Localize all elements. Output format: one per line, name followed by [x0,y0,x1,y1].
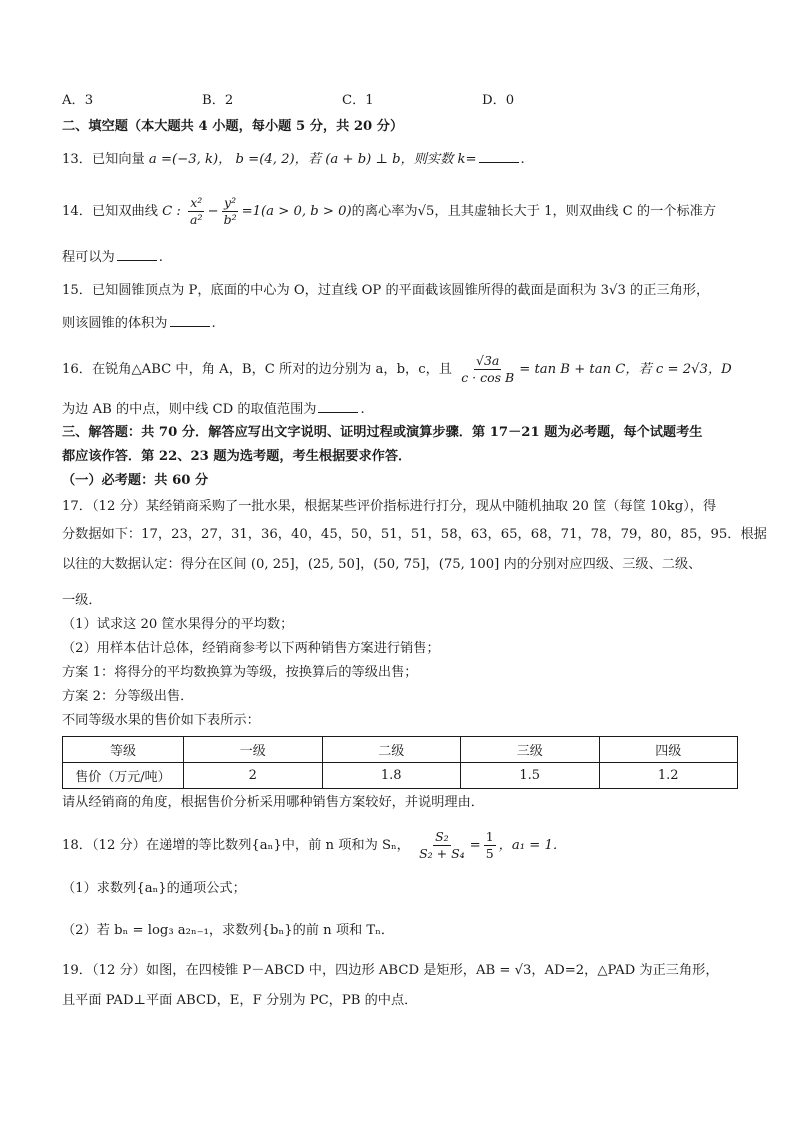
plan-2: 方案 2：分等级出售． [62,689,194,704]
table-cell: 2 [184,763,323,789]
answer-blank[interactable] [170,314,210,327]
question-18: 18．（12 分）在递增的等比数列{aₙ}中，前 n 项和为 Sₙ， $\frac{\text{S₂}}{\text{S₂ + S₄}}$ = $\frac{1}{5}$ ，a₁ = 1． [62,829,567,861]
question-14-line2: 程可以为 . [62,250,163,265]
answer-blank[interactable] [318,400,358,413]
table-cell: 1.2 [599,763,738,789]
fraction-one-fifth: $\frac{1}{5}$ [485,829,494,861]
fraction-16: $\frac{√3a}{\text{c · cos B}}$ [461,353,515,385]
answer-blank[interactable] [479,150,519,163]
question-15: 15．已知圆锥顶点为 P，底面的中心为 O，过直线 OP 的平面截该圆锥所得的截面是面积为 3√3 的正三角形， [62,283,710,298]
question-19: 19．（12 分）如图，在四棱锥 P－ABCD 中，四边形 ABCD 是矩形，AB = √3，AD=2，△PAD 为正三角形， [62,963,719,978]
section-3-title-line2: 都应该作答．第 22、23 题为选考题，考生根据要求作答． [62,449,412,464]
question-13: 13．已知向量 a =(−3, k)， b =(4, 2)，若 (a + b) ⊥ b，则实数 k= . [62,152,525,167]
question-16-line2: 为边 AB 的中点，则中线 CD 的取值范围为 . [62,402,365,417]
question-19-line2: 且平面 PAD⊥平面 ABCD，E，F 分别为 PC，PB 的中点． [62,993,418,1008]
table-intro: 不同等级水果的售价如下表所示： [62,713,260,728]
section-2-title: 二、填空题（本大题共 4 小题，每小题 5 分，共 20 分） [62,119,404,134]
plan-1: 方案 1：将得分的平均数换算为等级，按换算后的等级出售； [62,665,418,680]
table-header-cell: 二级 [322,737,461,763]
fraction-y: $\frac{\text{y²}}{\text{b²}}$ [223,195,237,227]
price-table [62,736,738,789]
table-cell: 1.8 [322,763,461,789]
question-14: 14．已知双曲线 C : $\frac{\text{x²}}{\text{a²}}$ − $\frac{\text{y²}}{\text{b²}}$ =1(a > 0, b > 0)的离心率为√5，且其虚轴长大于 1，则双曲线 C 的一个标准方 [62,195,717,227]
option-b: B．2 [202,93,234,108]
question-17-line3: 以往的大数据认定：得分在区间 (0, 25]，(25, 50]，(50, 75]，(75, 100] 内的分别对应四级、三级、二级、 [62,557,702,572]
question-18-part1: （1）求数列{aₙ}的通项公式； [62,881,246,896]
question-18-part2: （2）若 bₙ = log₃ a₂ₙ₋₁，求数列{bₙ}的前 n 项和 Tₙ． [62,923,395,938]
table-row [63,737,738,763]
table-cell: 1.5 [461,763,600,789]
section-3-sub: （一）必考题：共 60 分 [62,473,209,488]
fraction-18: $\frac{\text{S₂}}{\text{S₂ + S₄}}$ [419,829,465,861]
choice-options [62,94,622,107]
table-header-cell: 四级 [599,737,738,763]
option-d: D．0 [482,93,515,108]
table-header-cell: 等级 [63,737,184,763]
question-17-after: 请从经销商的角度，根据售价分析采用哪种销售方案较好，并说明理由． [62,795,484,810]
fraction-x: $\frac{\text{x²}}{\text{a²}}$ [190,195,203,227]
question-17-line2: 分数据如下：17，23，27，31，36，40，45，50，51，51，58，63，65，68，71，78，79，80，85，95．根据 [62,527,767,542]
question-17: 17．（12 分）某经销商采购了一批水果，根据某些评价指标进行打分，现从中随机抽取 20 筐（每筐 10kg），得 [62,499,717,514]
question-17-part1: （1）试求这 20 筐水果得分的平均数； [62,617,294,632]
option-c: C．1 [342,93,374,108]
table-row [63,763,738,789]
question-16: 16．在锐角△ABC 中，角 A，B，C 所对的边分别为 a，b，c，且 $\frac{√3a}{\text{c · cos B}}$ = tan B + tan C，若 c = 2√3，D [62,353,732,385]
table-header-cell: 三级 [461,737,600,763]
table-cell: 售价（万元/吨） [63,763,184,789]
answer-blank[interactable] [117,248,157,261]
table-header-cell: 一级 [184,737,323,763]
question-15-line2: 则该圆锥的体积为 . [62,316,216,331]
option-a: A．3 [62,93,94,108]
section-3-title: 三、解答题：共 70 分．解答应写出文字说明、证明过程或演算步骤．第 17－21 题为必考题，每个试题考生 [62,425,703,440]
question-17-part2: （2）用样本估计总体，经销商参考以下两种销售方案进行销售； [62,641,440,656]
question-17-line4: 一级． [62,593,102,608]
